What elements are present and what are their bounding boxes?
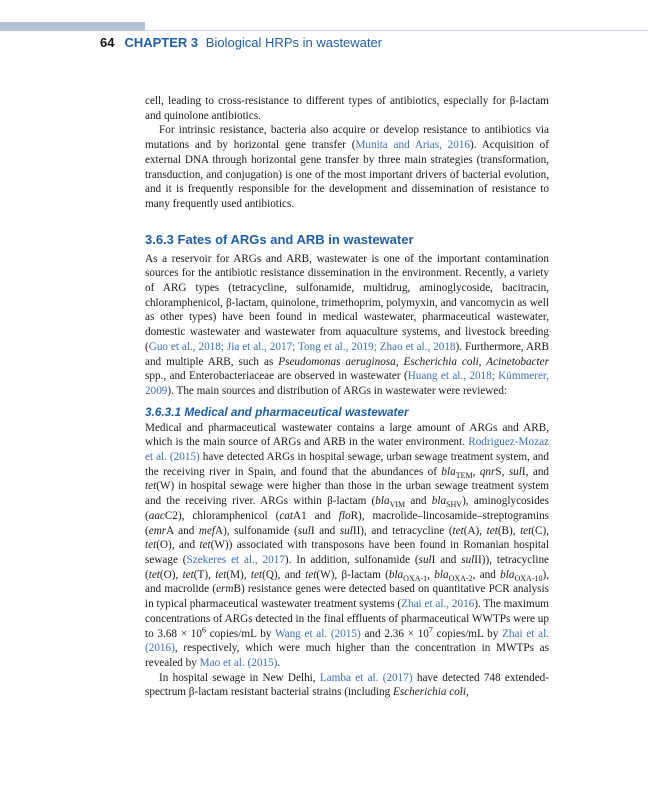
chapter-title: Biological HRPs in wastewater: [205, 35, 383, 50]
section-heading-3-6-3: 3.6.3 Fates of ARGs and ARB in wastewater: [145, 231, 414, 247]
page-number: 64: [100, 35, 115, 50]
citation-link[interactable]: Zhai et al. (2016): [145, 627, 549, 655]
intro-paragraph-2: For intrinsic resistance, bacteria also acquire or develop resistance to antibiotics via mutations and by horizontal gene transfer (Munita and Arias, 2016). Acquisition of external DNA through horizontal gene transfer by three main strategies (transformation, transduction, and conjugation) is one of the most important drivers of bacterial evolution, and it is frequently responsible for the development and dissemination of resistance to many frequently used antibiotics.: [145, 124, 549, 210]
citation-link[interactable]: Zhai et al., 2016: [401, 598, 475, 611]
citation-link[interactable]: Mao et al. (2015): [199, 656, 278, 669]
citation-link[interactable]: Guo et al., 2018; Jia et al., 2017; Tong et al., 2019; Zhao et al., 2018: [148, 340, 456, 353]
citation-link[interactable]: Lamba et al. (2017): [319, 671, 413, 684]
citation-link[interactable]: Huang et al., 2018; Kümmerer, 2009: [145, 370, 550, 397]
intro-paragraph-1: cell, leading to cross-resistance to different types of antibiotics, especially for β-lactam and quinolone antibiotics.: [145, 95, 549, 122]
header-color-bar: [0, 22, 145, 31]
header-rule: [145, 30, 648, 31]
section-3-6-3-1-paragraph-2: In hospital sewage in New Delhi, Lamba et al. (2017) have detected 748 extended-spectrum β-lactam resistant bacterial strains (including Escherichia coli,: [145, 671, 549, 699]
citation-link[interactable]: Wang et al. (2015): [274, 627, 361, 640]
citation-link[interactable]: Munita and Arias, 2016: [355, 139, 471, 152]
section-heading-3-6-3-1: 3.6.3.1 Medical and pharmaceutical wastewater: [145, 404, 409, 419]
section-3-6-3-paragraph: As a reservoir for ARGs and ARB, wastewater is one of the important contamination sources for the antibiotic resistance dissemination in the environment. Recently, a variety of ARG types (tetracycline, sulfonamide, multidrug, aminoglycoside, bacitracin, chloramphenicol, β-lactam, quinolone, trimethoprim, polymyxin, and vancomycin as well as other types) have been found in medical wastewater, pharmaceutical wastewater, domestic wastewater and wastewater from aquaculture systems, and livestock breeding (Guo et al., 2018; Jia et al., 2017; Tong et al., 2019; Zhao et al., 2018). Furthermore, ARB and multiple ARB, such as Pseudomonas aeruginosa, Escherichia coli, Acinetobacter spp., and Enterobacteriaceae are observed in wastewater (Huang et al., 2018; Kümmerer, 2009). The main sources and distribution of ARGs in wastewater were reviewed:: [145, 252, 550, 397]
running-head: [100, 35, 382, 50]
citation-link[interactable]: Rodriguez-Mozaz et al. (2015): [145, 436, 549, 464]
citation-link[interactable]: Szekeres et al., 2017: [186, 553, 285, 566]
section-3-6-3-1-paragraph-1: Medical and pharmaceutical wastewater contains a large amount of ARGs and ARB, which is the main source of ARGs and ARB in the water environment. Rodriguez-Mozaz et al. (2015) have detected ARGs in hospital sewage, urban sewage treatment system, and the receiving river in Spain, and found that the abundances of bla$_{TEM}$, qnrS, sulI, and tet(W) in hospital sewage were higher than those in the urban sewage treatment system and the receiving river. ARGs within β-lactam (bla$_{VIM}$ and bla$_{SHV}$), aminoglycosides (aacC2), chloramphenicol (catA1 and floR), macrolide–lincosamide–streptogramins (emrA and mefA), sulfonamide (sulI and sulII), and tetracycline (tet(A), tet(B), tet(C), tet(O), and tet(W)) associated with transposons have been found in Romanian hospital sewage (Szekeres et al., 2017). In addition, sulfonamide (sulI and sulII)), tetracycline (tet(O), tet(T), tet(M), tet(Q), and tet(W), β-lactam (bla$_{OXA-1}$, bla$_{OXA-2}$, and bla$_{OXA-10}$), and macrolide (ermB) resistance genes were detected based on quantitative PCR analysis in typical pharmaceutical wastewater treatment systems (Zhai et al., 2016). The maximum concentrations of ARGs detected in the final effluents of pharmaceutical WWTPs were up to $3.68 \times 10^6$ copies/mL by Wang et al. (2015) and $2.36 \times 10^7$ copies/mL by Zhai et al. (2016), respectively, which were much higher than the concentration in MWTPs as revealed by Mao et al. (2015).: [145, 421, 550, 669]
body-text: [145, 94, 549, 700]
chapter-label: CHAPTER 3: [124, 35, 199, 50]
